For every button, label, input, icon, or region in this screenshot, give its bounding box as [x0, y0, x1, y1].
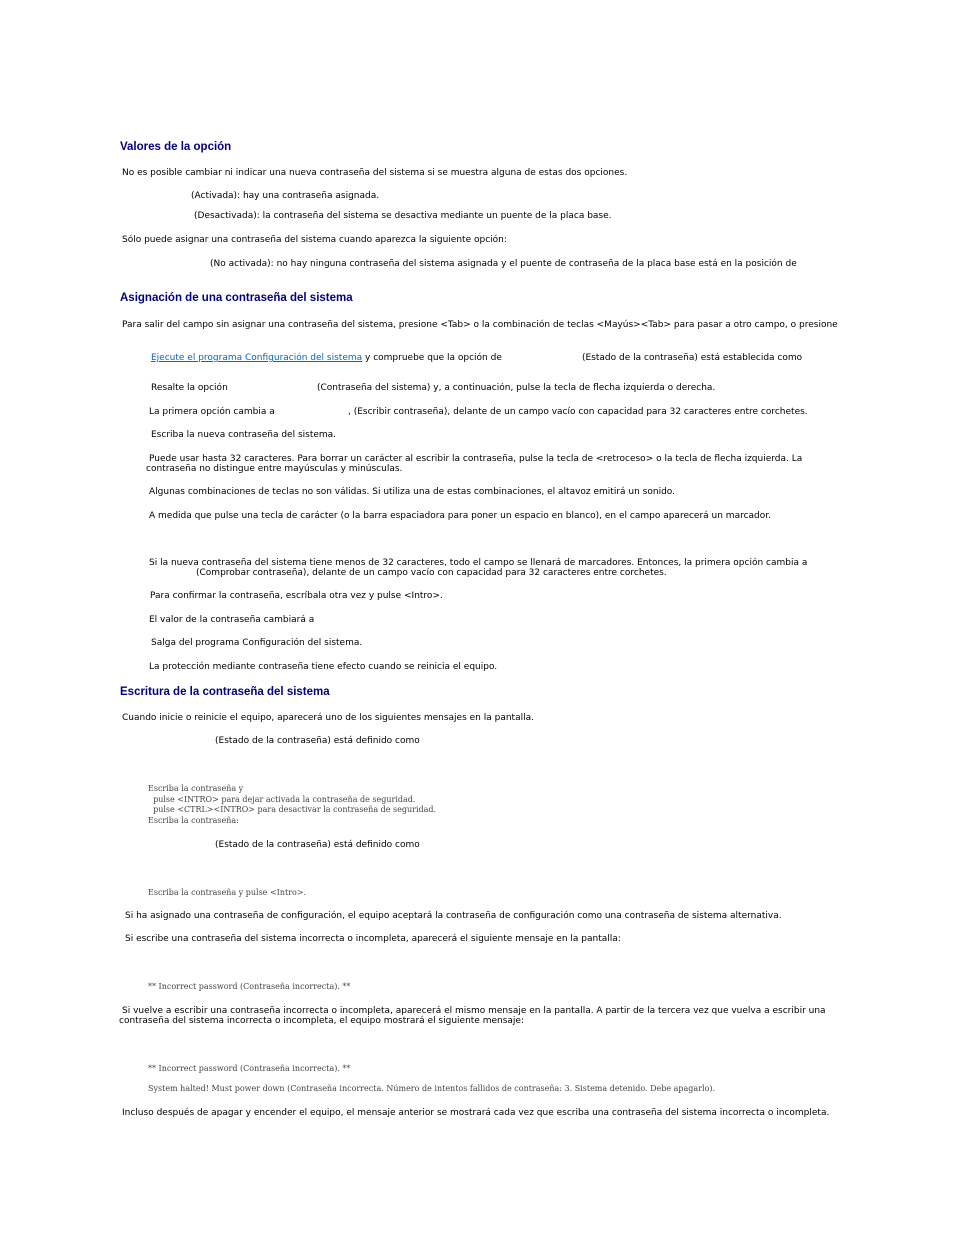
step-highlight-option-b: (Contraseña del sistema) y, a continuación, pulse la tecla de flecha izquierda o derecha. — [317, 383, 716, 393]
step-value-changes: El valor de la contraseña cambiará a — [149, 615, 315, 625]
code-incorrect-2: ** Incorrect password (Contraseña incorrecta). ** — [148, 1064, 351, 1073]
note-invalid-keys: Algunas combinaciones de teclas no son válidas. Si utiliza una de estas combinaciones, el altavoz emitirá un sonido. — [149, 487, 676, 497]
paragraph-setup-password: Si ha asignado una contraseña de configuración, el equipo aceptará la contraseña de configuración como una contraseña de sistema alternativa. — [125, 911, 782, 921]
case-status-1: (Estado de la contraseña) está definido como — [215, 736, 420, 746]
step-type-password: Escriba la nueva contraseña del sistema. — [151, 430, 337, 440]
step-verify-line2: (Comprobar contraseña), delante de un campo vacío con capacidad para 32 caracteres entre corchetes. — [196, 568, 667, 578]
note-placeholder: A medida que pulse una tecla de carácter (o la barra espaciadora para poner un espacio en blanco), en el campo aparecerá un marcador. — [149, 511, 772, 521]
case-status-2: (Estado de la contraseña) está definido como — [215, 840, 420, 850]
heading-assign-password: Asignación de una contraseña del sistema — [120, 292, 353, 304]
paragraph-exit-field: Para salir del campo sin asignar una contraseña del sistema, presione <Tab> o la combinación de teclas <Mayús><Tab> para pasar a otro campo, o presione — [122, 320, 838, 330]
note-protection: La protección mediante contraseña tiene efecto cuando se reinicia el equipo. — [149, 662, 498, 672]
step-first-option-b: , (Escribir contraseña), delante de un campo vacío con capacidad para 32 caracteres entre corchetes. — [348, 407, 808, 417]
heading-enter-password: Escritura de la contraseña del sistema — [120, 686, 330, 698]
note-max-characters-line1: Puede usar hasta 32 caracteres. Para borrar un carácter al escribir la contraseña, pulse la tecla de <retroceso> o la tecla de flecha izquierda. La — [149, 454, 803, 464]
option-deactivated: (Desactivada): la contraseña del sistema se desactiva mediante un puente de la placa base. — [194, 211, 612, 221]
option-activated: (Activada): hay una contraseña asignada. — [191, 191, 380, 201]
paragraph-startup-message: Cuando inicie o reinicie el equipo, aparecerá uno de los siguientes mensajes en la pantalla. — [122, 713, 534, 723]
step-run-setup-text-a: y compruebe que la opción de — [362, 353, 502, 363]
paragraph-incorrect-password: Si escribe una contraseña del sistema incorrecta o incompleta, aparecerá el siguiente mensaje en la pantalla: — [125, 934, 621, 944]
note-max-characters-line2: contraseña no distingue entre mayúsculas y minúsculas. — [146, 464, 403, 474]
step-run-setup-text-b: (Estado de la contraseña) está establecida como — [582, 353, 803, 363]
paragraph-repeat-line1: Si vuelve a escribir una contraseña incorrecta o incompleta, aparecerá el mismo mensaje en la pantalla. A partir de la tercera vez que vuelva a escribir una — [122, 1006, 826, 1016]
step-run-setup — [151, 353, 502, 363]
paragraph-repeat-line2: contraseña del sistema incorrecta o incompleta, el equipo mostrará el siguiente mensaje: — [119, 1016, 524, 1026]
heading-option-values: Valores de la opción — [120, 141, 232, 153]
step-verify-line1: Si la nueva contraseña del sistema tiene menos de 32 caracteres, todo el campo se llenará de marcadores. Entonces, la primera opción cambia a — [149, 558, 808, 568]
code-prompt-1: Escriba la contraseña y pulse <INTRO> para dejar activada la contraseña de seguridad. pulse <CTRL><INTRO> para desactivar la contraseña de seguridad. Escriba la contraseña: — [148, 784, 437, 825]
paragraph-final: Incluso después de apagar y encender el equipo, el mensaje anterior se mostrará cada vez que escriba una contraseña del sistema incorrecta o incompleta. — [122, 1108, 830, 1118]
paragraph-no-change: No es posible cambiar ni indicar una nueva contraseña del sistema si se muestra alguna de estas dos opciones. — [122, 168, 628, 178]
step-first-option: La primera opción cambia a — [149, 407, 275, 417]
code-prompt-2: Escriba la contraseña y pulse <Intro>. — [148, 888, 307, 897]
code-system-halted: System halted! Must power down (Contraseña incorrecta. Número de intentos fallidos de contraseña: 3. Sistema detenido. Debe apagarlo). — [148, 1084, 716, 1093]
code-incorrect-1: ** Incorrect password (Contraseña incorrecta). ** — [148, 982, 351, 991]
setup-program-link[interactable]: Ejecute el programa Configuración del sistema — [151, 353, 363, 363]
option-not-activated: (No activada): no hay ninguna contraseña del sistema asignada y el puente de contraseña de la placa base está en la posición de — [210, 259, 797, 269]
paragraph-only-assign: Sólo puede asignar una contraseña del sistema cuando aparezca la siguiente opción: — [122, 235, 507, 245]
step-highlight-option: Resalte la opción — [151, 383, 228, 393]
step-exit-setup: Salga del programa Configuración del sistema. — [151, 638, 363, 648]
step-confirm-password: Para confirmar la contraseña, escríbala otra vez y pulse <Intro>. — [150, 591, 443, 601]
